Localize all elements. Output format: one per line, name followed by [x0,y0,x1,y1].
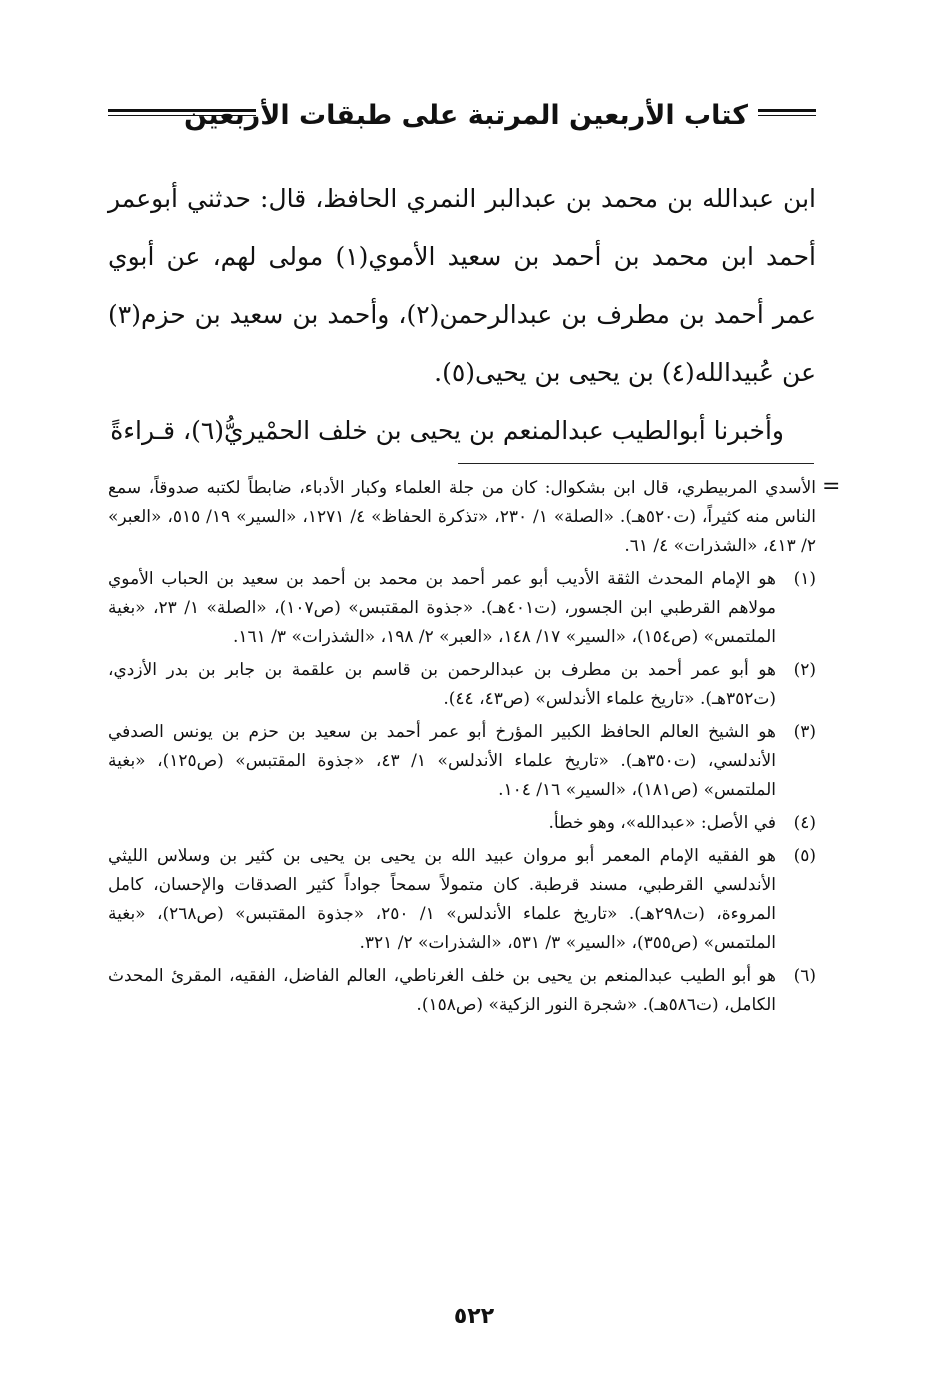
footnote-number: (٦) [793,966,816,986]
footnote-number: (٢) [793,660,816,680]
footnote-1 [108,565,816,652]
footnote-text: هو الشيخ العالم الحافظ الكبير المؤرخ أبو عمر أحمد بن سعيد بن حزم بن يونس الصدفي الأندلسي، (ت٣٥٠هـ). «تاريخ علماء الأندلس» ١/ ٤٣، «جذوة المقتبس» (ص١٢٥)، «بغية الملتمس» (ص١٨١)، «السير» ١٦/ ١٠٤. [108,722,776,800]
footnote-text: هو الفقيه الإمام المعمر أبو مروان عبيد الله بن يحيى بن يحيى بن كثير بن وسلاس الليثي الأندلسي القرطبي، مسند قرطبة. كان متمولاً سمحاً جواداً كثير الصدقات والإحسان، كامل المروءة، (ت٢٩٨هـ). «تاريخ علماء الأندلس» ١/ ٢٥٠، «جذوة المقتبس» (ص٢٦٨)، «بغية الملتمس» (ص٣٥٥)، «السير» ٣/ ٥٣١، «الشذرات» ٢/ ٣٢١. [108,846,776,953]
footnote-number: (٤) [793,813,816,833]
paragraph-narration: وأخبرنا أبوالطيب عبدالمنعم بن يحيى بن خلف الحمْيريُّ(٦)، قـراءةً [110,416,784,445]
footnote-continuation-mark: = [822,474,841,499]
footnote-number: (٥) [793,846,816,866]
footnote-continuation: الأسدي المربيطري، قال ابن بشكوال: كان من جلة العلماء وكبار الأدباء، ضابطاً لكتبه صدوقاً، سمع الناس منه كثيراً، (ت٥٢٠هـ). «الصلة» ١/ ٢٣٠، «تذكرة الحفاظ» ٤/ ١٢٧١، «السير» ١٩/ ٥١٥، «العبر» ٢/ ٤١٣، «الشذرات» ٤/ ٦١. [108,478,816,556]
page-number: ٥٢٢ [453,1304,495,1329]
paragraph-hadith-chain: ابن عبدالله بن محمد بن عبدالبر النمري الحافظ، قال: حدثني أبوعمر أحمد ابن محمد بن أحمد بن سعيد الأموي(١) مولى لهم، عن أبوي عمر أحمد بن مطرف بن عبدالرحمن(٢)، وأحمد بن سعيد بن حزم(٣) عن عُبيدالله(٤) بن يحيى بن يحيى(٥). [108,184,816,387]
footnote-number: (٣) [793,722,816,742]
footnote-text: هو أبو الطيب عبدالمنعم بن يحيى بن خلف الغرناطي، العالم الفاضل، الفقيه، المقرئ المحدث الكامل، (ت٥٨٦هـ). «شجرة النور الزكية» (ص١٥٨). [108,966,776,1015]
footnote-text: في الأصل: «عبدالله»، وهو خطأ. [548,813,776,833]
footnotes [108,474,816,1024]
footnote-2 [108,656,816,714]
main-text [108,170,816,460]
running-header [108,96,816,136]
header-rule-thin [758,115,816,116]
footnote-5 [108,842,816,958]
footnote-6 [108,962,816,1020]
footnote-4 [108,809,816,838]
header-rule-right [758,109,816,123]
footnote-text: هو الإمام المحدث الثقة الأديب أبو عمر أحمد بن محمد بن أحمد بن سعيد بن الحباب الأموي مولاهم القرطبي ابن الجسور، (ت٤٠١هـ). «جذوة المقتبس» (ص١٠٧)، «الصلة» ١/ ٢٣، «بغية الملتمس» (ص١٥٤)، «السير» ١٧/ ١٤٨، «العبر» ٢/ ١٩٨، «الشذرات» ٣/ ١٦١. [108,569,776,647]
book-title: كتاب الأربعين المرتبة على طبقات الأربعين [184,100,748,131]
footnote-number: (١) [793,569,816,589]
header-rule-thick [758,109,816,112]
footnote-3 [108,718,816,805]
footnote-separator [458,463,814,464]
footnote-text: هو أبو عمر أحمد بن مطرف بن عبدالرحمن بن قاسم بن علقمة بن جابر بن بدر الأزدي، (ت٣٥٢هـ). «تاريخ علماء الأندلس» (ص٤٣، ٤٤). [108,660,776,709]
